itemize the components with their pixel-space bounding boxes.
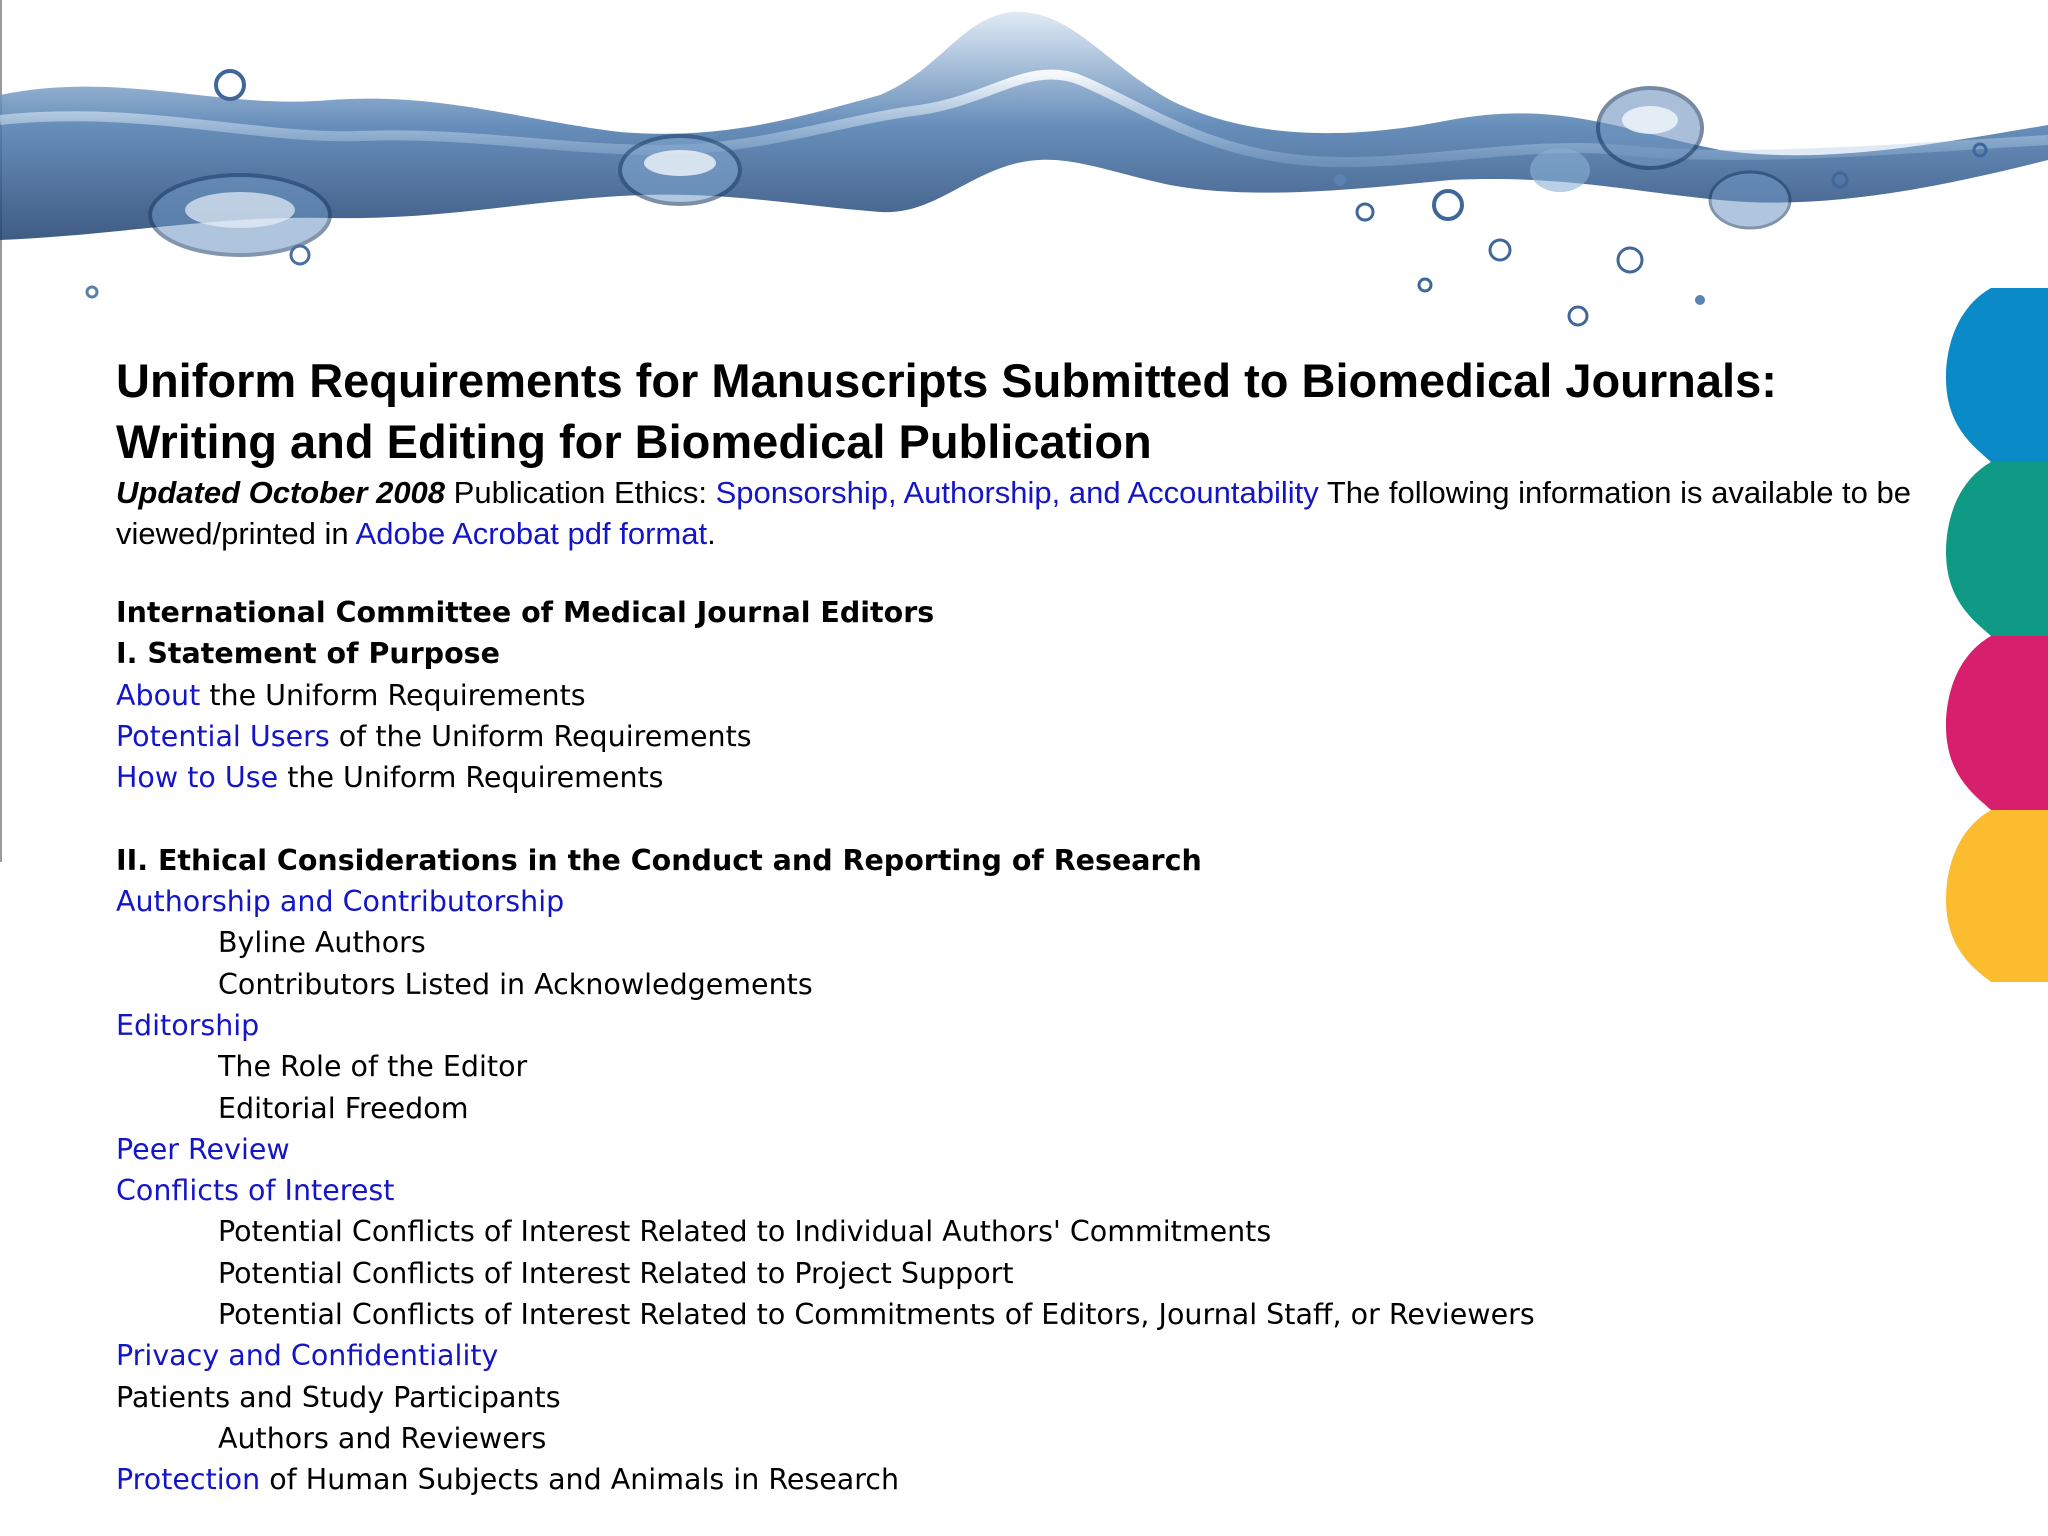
list-item: Patients and Study Participants — [116, 1380, 561, 1414]
title-line-1: Uniform Requirements for Manuscripts Submitted to Biomedical Journals: — [116, 354, 1777, 407]
update-info — [116, 472, 1936, 554]
list-item — [116, 1459, 1936, 1500]
table-of-contents — [116, 592, 1936, 1501]
about-link[interactable]: About — [116, 678, 201, 712]
peer-review-link[interactable]: Peer Review — [116, 1132, 290, 1166]
list-item: The Role of the Editor — [218, 1050, 528, 1084]
list-item — [116, 716, 1936, 757]
protection-link[interactable]: Protection — [116, 1463, 261, 1497]
section-1-heading: I. Statement of Purpose — [116, 637, 500, 671]
list-item: Potential Conflicts of Interest Related to Project Support — [218, 1256, 1014, 1290]
authorship-link[interactable]: Authorship and Contributorship — [116, 885, 565, 919]
conflicts-of-interest-link[interactable]: Conflicts of Interest — [116, 1174, 395, 1208]
list-item: Authors and Reviewers — [218, 1421, 547, 1455]
list-item: Contributors Listed in Acknowledgements — [218, 967, 813, 1001]
list-item-text: the Uniform Requirements — [200, 678, 586, 712]
period: . — [707, 516, 716, 551]
list-item: Editorial Freedom — [218, 1091, 469, 1125]
colored-side-tabs — [1946, 288, 2048, 982]
title-line-2: Writing and Editing for Biomedical Publication — [116, 415, 1152, 468]
committee-name: International Committee of Medical Journal Editors — [116, 596, 935, 629]
list-item-text: of the Uniform Requirements — [329, 719, 752, 753]
editorship-link[interactable]: Editorship — [116, 1008, 260, 1042]
privacy-link[interactable]: Privacy and Confidentiality — [116, 1339, 499, 1373]
list-item: Potential Conflicts of Interest Related to Individual Authors' Commitments — [218, 1215, 1272, 1249]
how-to-use-link[interactable]: How to Use — [116, 761, 279, 795]
list-item: Byline Authors — [218, 926, 426, 960]
potential-users-link[interactable]: Potential Users — [116, 719, 330, 753]
info-text: The following information is available to be viewed/printed in — [116, 475, 1911, 551]
list-item: Potential Conflicts of Interest Related to Commitments of Editors, Journal Staff, or Reviewers — [218, 1298, 1535, 1332]
page-title — [116, 350, 1936, 472]
water-splash-banner — [0, 0, 2048, 330]
spacer — [116, 798, 1936, 839]
list-item — [116, 675, 1936, 716]
sponsorship-link[interactable]: Sponsorship, Authorship, and Accountability — [715, 475, 1319, 510]
pub-ethics-label: Publication Ethics: — [453, 475, 707, 510]
list-item — [116, 757, 1936, 798]
list-item-text: the Uniform Requirements — [278, 761, 664, 795]
section-2-heading: II. Ethical Considerations in the Conduct and Reporting of Research — [116, 843, 1202, 877]
updated-date: Updated October 2008 — [116, 475, 446, 510]
document-body — [116, 350, 1936, 1501]
pdf-format-link[interactable]: Adobe Acrobat pdf format — [355, 516, 708, 551]
list-item-text: of Human Subjects and Animals in Research — [260, 1463, 900, 1497]
